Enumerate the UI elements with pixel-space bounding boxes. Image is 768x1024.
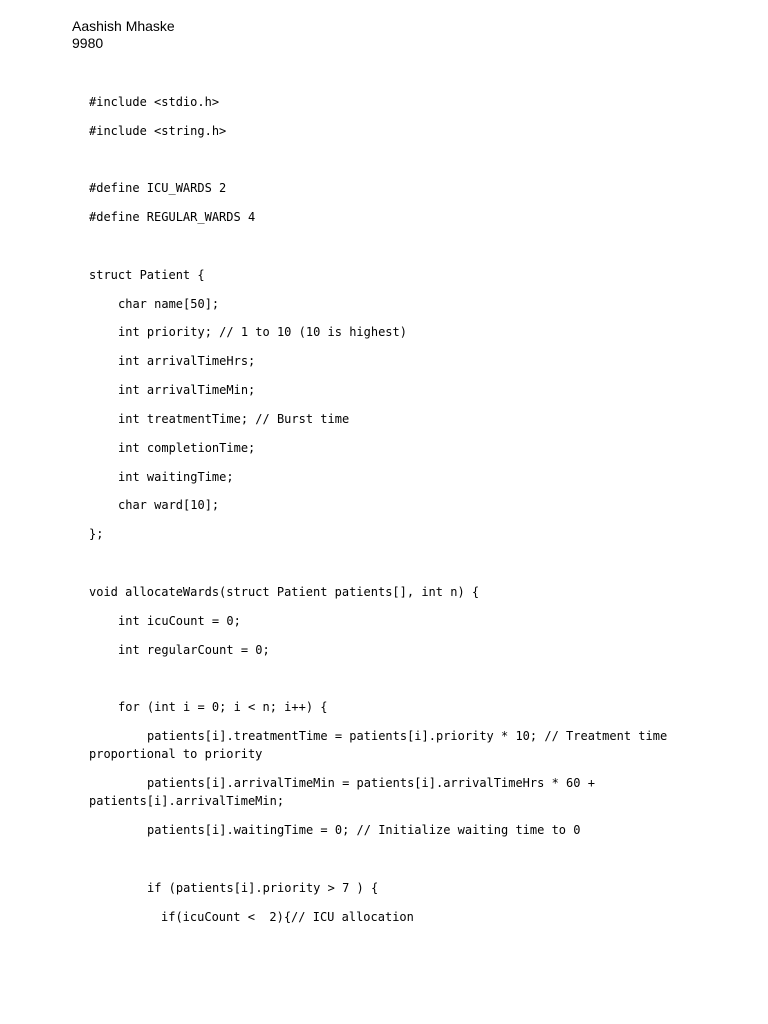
code-line: void allocateWards(struct Patient patients[], int n) {	[89, 585, 480, 599]
code-line: int treatmentTime; // Burst time	[118, 412, 350, 426]
code-line: patients[i].arrivalTimeMin = patients[i].arrivalTimeHrs * 60 +	[147, 776, 595, 790]
code-line: if(icuCount < 2){// ICU allocation	[161, 910, 414, 924]
code-line: patients[i].treatmentTime = patients[i].priority * 10; // Treatment time	[147, 729, 668, 743]
code-line: #define REGULAR_WARDS 4	[89, 210, 256, 224]
code-line: };	[89, 527, 104, 541]
code-line: for (int i = 0; i < n; i++) {	[118, 700, 328, 714]
code-line: proportional to priority	[89, 747, 263, 761]
code-line: char ward[10];	[118, 498, 220, 512]
code-line: int completionTime;	[118, 441, 256, 455]
code-line: int arrivalTimeMin;	[118, 383, 256, 397]
code-line: #include <string.h>	[89, 124, 227, 138]
code-line: patients[i].waitingTime = 0; // Initialize waiting time to 0	[147, 823, 581, 837]
code-block	[89, 95, 689, 924]
code-line: int waitingTime;	[118, 470, 234, 484]
code-line: patients[i].arrivalTimeMin;	[89, 794, 285, 808]
author-id: 9980	[72, 35, 104, 51]
code-line: #include <stdio.h>	[89, 95, 220, 109]
code-line: int priority; // 1 to 10 (10 is highest)	[118, 325, 407, 339]
code-line: if (patients[i].priority > 7 ) {	[147, 881, 379, 895]
code-line: #define ICU_WARDS 2	[89, 181, 227, 195]
code-line: int arrivalTimeHrs;	[118, 354, 256, 368]
code-line: char name[50];	[118, 297, 220, 311]
author-name: Aashish Mhaske	[72, 18, 175, 34]
code-line: int regularCount = 0;	[118, 643, 270, 657]
code-line: int icuCount = 0;	[118, 614, 241, 628]
code-line: struct Patient {	[89, 268, 205, 282]
document-header	[72, 18, 175, 52]
